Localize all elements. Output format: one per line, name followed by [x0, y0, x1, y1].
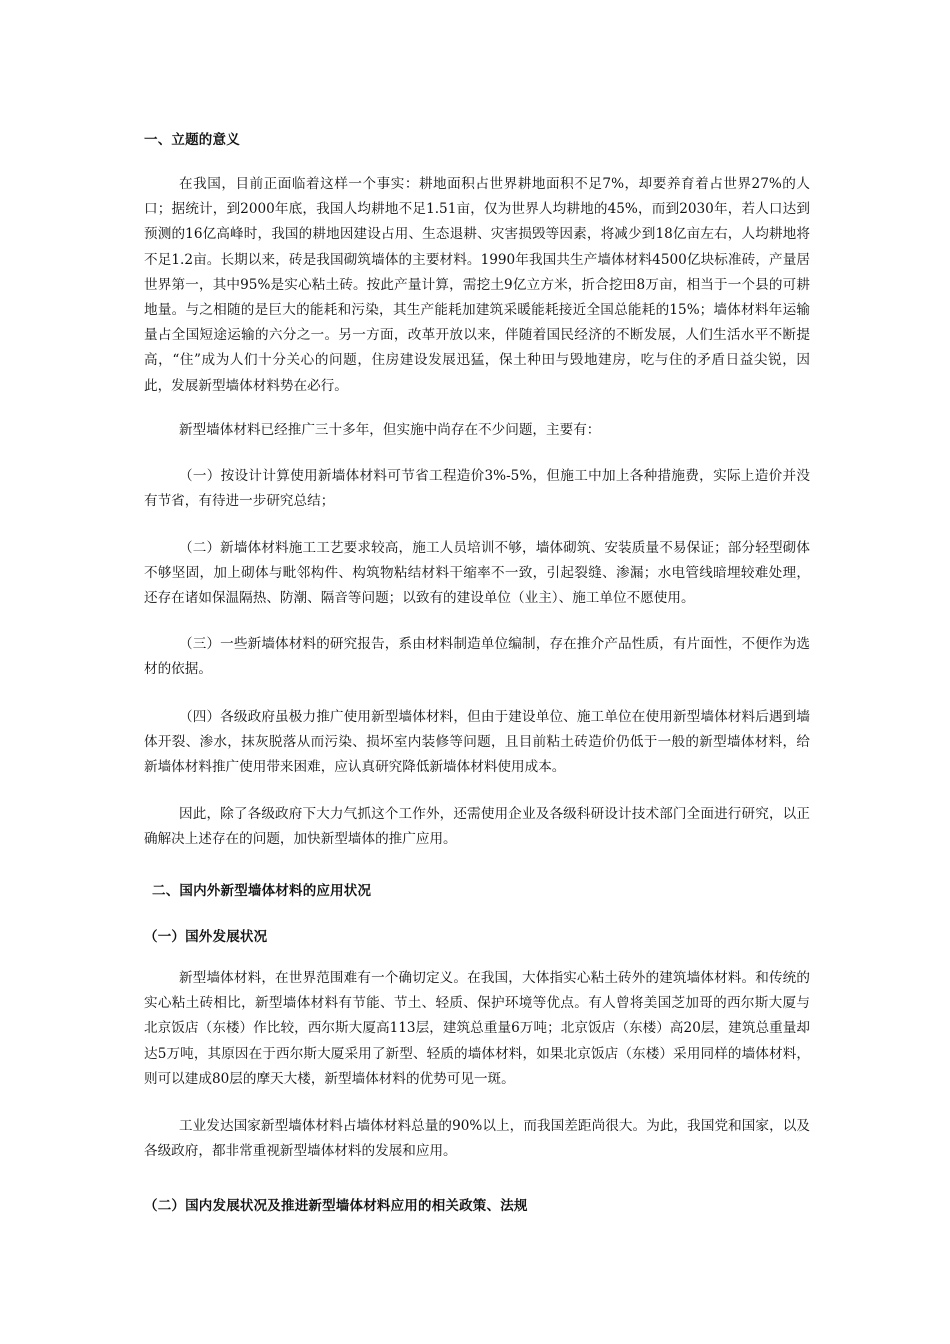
paragraph-problems-intro: 新型墙体材料已经推广三十多年，但实施中尚存在不少问题，主要有：: [179, 422, 601, 438]
subsection-heading-domestic: （二）国内发展状况及推进新型墙体材料应用的相关政策、法规: [144, 1198, 528, 1214]
paragraph-problem-1: （一）按设计计算使用新墙体材料可节省工程造价3%-5%，但施工中加上各种措施费，实际上造价并没有节省，有待进一步研究总结；: [144, 468, 810, 510]
paragraph-foreign-development: 新型墙体材料，在世界范围难有一个确切定义。在我国，大体指实心粘土砖外的建筑墙体材料。和传统的实心粘土砖相比，新型墙体材料有节能、节土、轻质、保护环境等优点。有人曾将美国芝加哥的西尔斯大厦与北京饭店（东楼）作比较，西尔斯大厦高113层，建筑总重量6万吨；北京饭店（东楼）高20层，建筑总重量却达5万吨，其原因在于西尔斯大厦采用了新型、轻质的墙体材料，如果北京饭店（东楼）采用同样的墙体材料，则可以建成80层的摩天大楼，新型墙体材料的优势可见一斑。: [144, 970, 810, 1087]
paragraph-significance: 在我国，目前正面临着这样一个事实：耕地面积占世界耕地面积不足7%，却要养育着占世界27%的人口；据统计，到2000年底，我国人均耕地不足1.51亩，仅为世界人均耕地的45%，而到2030年，若人口达到预测的16亿高峰时，我国的耕地因建设占用、生态退耕、灾害损毁等因素，将减少到18亿亩左右，人均耕地将不足1.2亩。长期以来，砖是我国砌筑墙体的主要材料。1990年我国共生产墙体材料4500亿块标准砖，产量居世界第一，其中95%是实心粘土砖。按此产量计算，需挖土9亿立方米，折合挖田8万亩，相当于一个县的可耕地量。与之相随的是巨大的能耗和污染，其生产能耗加建筑采暖能耗接近全国总能耗的15%；墙体材料年运输量占全国短途运输的六分之一。另一方面，改革开放以来，伴随着国民经济的不断发展，人们生活水平不断提高，“住”成为人们十分关心的问题，住房建设发展迅猛，保土种田与毁地建房，吃与住的矛盾日益尖锐，因此，发展新型墙体材料势在必行。: [144, 176, 810, 394]
subsection-heading-foreign: （一）国外发展状况: [144, 929, 268, 945]
paragraph-problem-3: （三）一些新墙体材料的研究报告，系由材料制造单位编制，存在推介产品性质，有片面性，不便作为选材的依据。: [144, 636, 810, 678]
paragraph-problem-2: （二）新墙体材料施工工艺要求较高，施工人员培训不够，墙体砌筑、安装质量不易保证；部分轻型砌体不够坚固，加上砌体与毗邻构件、构筑物粘结材料干缩率不一致，引起裂缝、渗漏；水电管线暗埋较难处理，还存在诸如保温隔热、防潮、隔音等问题；以致有的建设单位（业主）、施工单位不愿使用。: [144, 540, 810, 607]
paragraph-problem-4: （四）各级政府虽极力推广使用新型墙体材料，但由于建设单位、施工单位在使用新型墙体材料后遇到墙体开裂、渗水，抹灰脱落从而污染、损坏室内装修等问题，且目前粘土砖造价仍低于一般的新型墙体材料，给新墙体材料推广使用带来困难，应认真研究降低新墙体材料使用成本。: [144, 709, 810, 776]
section-heading-1: 一、立题的意义: [144, 132, 240, 148]
paragraph-developed-countries: 工业发达国家新型墙体材料占墙体材料总量的90%以上，而我国差距尚很大。为此，我国党和国家，以及各级政府，都非常重视新型墙体材料的发展和应用。: [144, 1118, 810, 1160]
paragraph-conclusion: 因此，除了各级政府下大力气抓这个工作外，还需使用企业及各级科研设计技术部门全面进行研究，以正确解决上述存在的问题，加快新型墙体的推广应用。: [144, 806, 810, 848]
section-heading-2: 二、国内外新型墙体材料的应用状况: [152, 883, 372, 899]
